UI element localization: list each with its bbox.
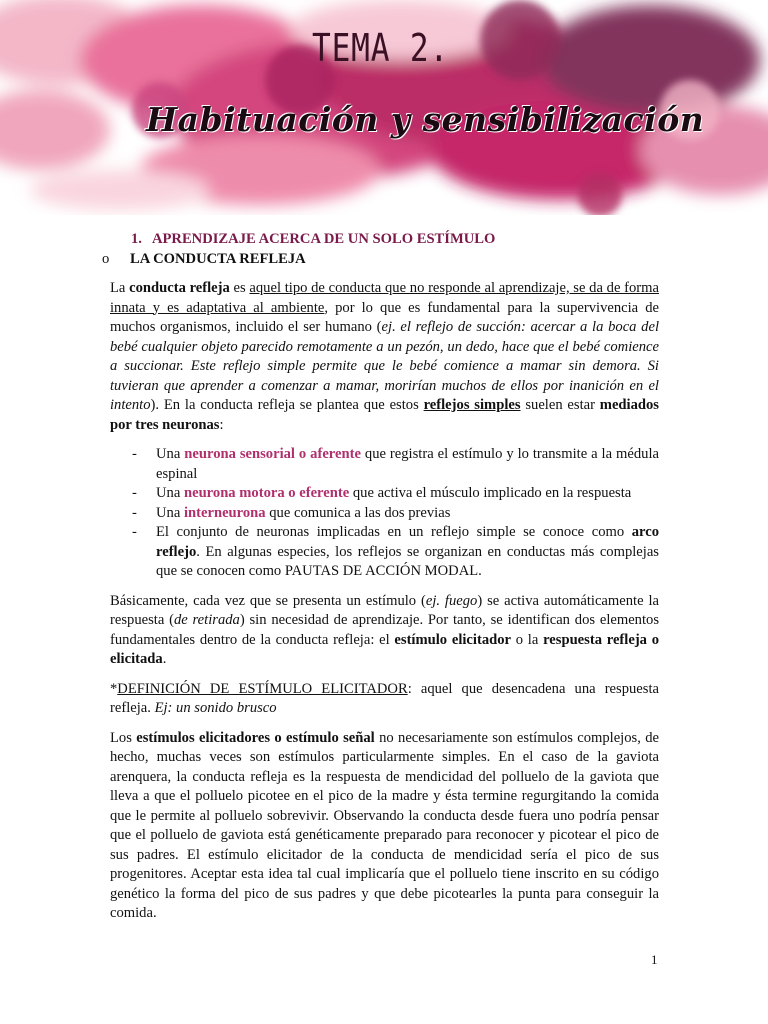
italic-example: ej. el reflejo de succión: acercar a la boca del bebé cualquier objeto parecido remotamente a un pezón, un dedo, hace que el bebé comience a succionar. Este reflejo simple permite que le bebé comience a mamar sin demora. Si tuvieran que aprender a comenzar a mamar, morirían muchos de ellos por inanición en el intento xyxy=(110,319,659,413)
text-run: Una xyxy=(156,485,184,501)
bold-term: estímulo elicitador xyxy=(394,631,512,648)
list-item xyxy=(110,504,659,524)
bold-term: conducta refleja xyxy=(129,280,230,296)
watercolor-header xyxy=(0,0,768,215)
text-run: La xyxy=(110,280,130,296)
text-run: Los xyxy=(110,729,137,746)
text-run: ) sin necesidad de aprendizaje. Por tanto, se identifican dos elementos fundamentales dentro de la conducta refleja: el xyxy=(110,612,660,648)
paragraph-definicion xyxy=(110,680,659,719)
list-item xyxy=(110,523,659,582)
subsection-bullet: o xyxy=(102,250,110,267)
bold-underlined-term: reflejos simples xyxy=(423,397,521,413)
highlighted-term: neurona sensorial o aferente xyxy=(184,446,361,462)
text-run: . En algunas especies, los reflejos se organizan en conductas más complejas que se conocen como PAUTAS DE ACCIÓN MODAL. xyxy=(156,543,659,579)
page-title: TEMA 2. xyxy=(312,26,450,70)
text-run: Básicamente, cada vez que se presenta un estímulo ( xyxy=(110,592,426,609)
paragraph-conducta-refleja xyxy=(110,279,659,435)
bold-term: mediados por tres neuronas xyxy=(110,397,659,433)
text-run: , por lo que es fundamental para la supervivencia de muchos organismos, incluido el ser humano ( xyxy=(110,299,659,335)
text-run: El conjunto de neuronas implicadas en un reflejo simple se conoce como xyxy=(156,524,632,540)
list-dash: - xyxy=(132,524,137,540)
paragraph-estimulo-senal xyxy=(110,729,659,924)
text-run: Una xyxy=(156,446,185,462)
underlined-definition: DEFINICIÓN DE ESTÍMULO ELICITADOR xyxy=(117,680,408,697)
bold-term: respuesta refleja o elicitada xyxy=(110,631,660,667)
subsection-title: LA CONDUCTA REFLEJA xyxy=(130,250,306,267)
underlined-definition: aquel tipo de conducta que no responde al aprendizaje, se da de forma innata y es adaptativa al ambiente xyxy=(110,280,659,316)
paragraph-estimulo xyxy=(110,592,659,670)
text-run: * xyxy=(110,680,118,697)
text-run: : aquel que desencadena una respuesta refleja. xyxy=(110,680,659,716)
page-subtitle: Habituación y sensibilización xyxy=(146,100,705,139)
text-run: suelen estar xyxy=(520,397,600,413)
text-run: o la xyxy=(511,631,544,648)
neuron-list xyxy=(110,445,659,582)
text-run: . xyxy=(162,651,167,667)
list-item xyxy=(110,445,659,484)
italic-example: ej. fuego xyxy=(425,592,478,609)
section-title: APRENDIZAJE ACERCA DE UN SOLO ESTÍMULO xyxy=(151,231,496,247)
italic-example: de retirada xyxy=(173,612,240,628)
list-dash: - xyxy=(132,446,137,462)
text-run: : xyxy=(219,416,224,433)
text-run: es xyxy=(229,280,250,296)
bold-term: arco reflejo xyxy=(156,524,659,560)
text-run: que registra el estímulo y lo transmite a la médula espinal xyxy=(156,446,659,482)
page-number: 1 xyxy=(651,952,658,967)
text-run: ). En la conducta refleja se plantea que estos xyxy=(150,397,424,413)
text-run: Una xyxy=(156,504,184,521)
document-body xyxy=(102,230,660,934)
text-run: que activa el músculo implicado en la respuesta xyxy=(349,485,632,501)
section-number: 1. xyxy=(131,231,142,247)
subsection-heading xyxy=(102,250,659,270)
list-item xyxy=(110,484,659,504)
text-run: que comunica a las dos previas xyxy=(265,504,451,521)
italic-example: Ej: un sonido brusco xyxy=(154,700,277,716)
section-heading xyxy=(131,230,659,250)
highlighted-term: neurona motora o eferente xyxy=(183,485,350,501)
highlighted-term: interneurona xyxy=(183,504,266,521)
list-dash: - xyxy=(132,485,137,501)
bold-term: estímulos elicitadores o estímulo señal xyxy=(136,729,375,746)
text-run: no necesariamente son estímulos complejos, de hecho, muchas veces son estímulos particularmente simples. En el caso de la gaviota arenquera, la conducta refleja es la respuesta de mendicidad del polluelo de la gaviota que lleva a que el polluelo picotee en el pico de la madre y ésta termine regurgitando la comida que le permite al polluelo sobrevivir. Observando la conducta desde fuera uno podría pensar que el polluelo de gaviota está genéticamente preparado para reconocer y picotear el pico de sus padres. El estímulo elicitador de la conducta de mendicidad sería el pico de sus progenitores. Aceptar esta idea tal cual implicaría que el polluelo tiene inscrito en su código genético la forma del pico de sus padres y que debe picotearles la punta para conseguir la comida. xyxy=(110,729,659,921)
list-dash: - xyxy=(132,504,137,521)
text-run: ) se activa automáticamente la respuesta ( xyxy=(110,592,659,628)
